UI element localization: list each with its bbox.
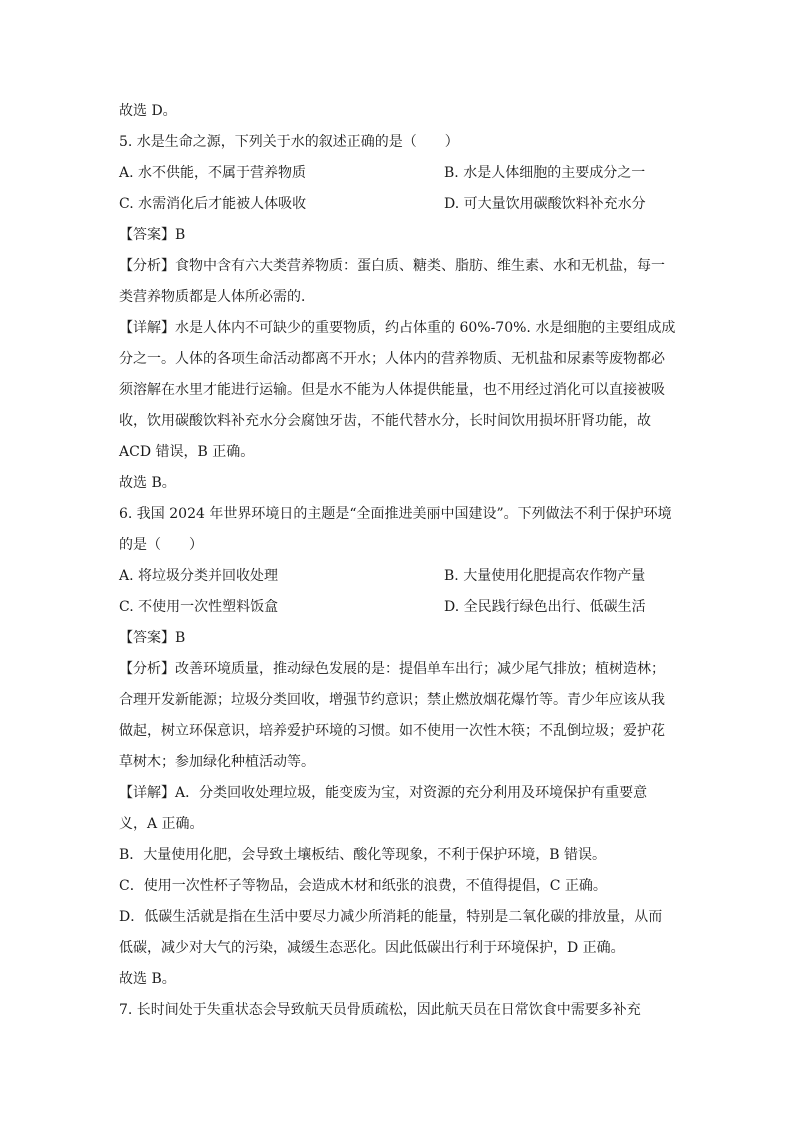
q5-options-row-2 <box>119 189 679 220</box>
q6-detail-line-4: C．使用一次性杯子等物品，会造成木材和纸张的浪费，不值得提倡，C 正确。 <box>119 878 607 894</box>
q5-detail-line-2: 分之一。人体的各项生命活动都离不开水；人体内的营养物质、无机盐和尿素等废物都必 <box>119 351 665 367</box>
q6-analysis-line-1 <box>119 654 679 685</box>
q5-answer-value: B <box>175 227 186 243</box>
q6-answer-tag: 【答案】 <box>119 630 175 646</box>
q4-conclusion: 故选 D。 <box>119 103 177 119</box>
q6-analysis-tag: 【分析】 <box>119 661 175 677</box>
q5-stem: 5. 水是生命之源，下列关于水的叙述正确的是（ ） <box>119 134 459 150</box>
q6-option-b: B. 大量使用化肥提高农作物产量 <box>444 568 646 584</box>
q5-detail-line-5: ACD 错误，B 正确。 <box>119 444 255 460</box>
q6-detail-text-1: A．分类回收处理垃圾，能变废为宝，对资源的充分利用及环境保护有重要意 <box>175 785 648 801</box>
q6-analysis-text-1: 改善环境质量，推动绿色发展的是：提倡单车出行；减少尾气排放；植树造林； <box>175 661 665 677</box>
q6-answer-value: B <box>175 630 186 646</box>
q5-detail-line-3: 须溶解在水里才能进行运输。但是水不能为人体提供能量，也不用经过消化可以直接被吸 <box>119 382 665 398</box>
q6-detail-line-5: D．低碳生活就是指在生活中要尽力减少所消耗的能量，特别是二氧化碳的排放量，从而 <box>119 909 663 925</box>
q5-option-c: C. 水需消化后才能被人体吸收 <box>119 196 307 212</box>
q5-detail-text-1: 水是人体内不可缺少的重要物质，约占体重的 60%-70%. 水是细胞的主要组成成 <box>175 320 676 336</box>
q6-options-row-1 <box>119 561 679 592</box>
q5-option-d: D. 可大量饮用碳酸饮料补充水分 <box>444 196 646 212</box>
q5-detail-line-4: 收，饮用碳酸饮料补充水分会腐蚀牙齿，不能代替水分，长时间饮用损坏肝肾功能，故 <box>119 413 651 429</box>
q6-detail-line-3: B．大量使用化肥，会导致土壤板结、酸化等现象，不利于保护环境，B 错误。 <box>119 847 607 863</box>
q6-answer <box>119 623 679 654</box>
q5-analysis-line-1 <box>119 251 679 282</box>
q6-detail-line-1 <box>119 778 679 809</box>
q5-detail-line-1 <box>119 313 679 344</box>
q5-detail-tag: 【详解】 <box>119 320 175 336</box>
q6-option-c: C. 不使用一次性塑料饭盒 <box>119 599 279 615</box>
q5-conclusion: 故选 B。 <box>119 475 176 491</box>
q6-conclusion: 故选 B。 <box>119 971 176 987</box>
q5-analysis-line-2: 类营养物质都是人体所必需的． <box>119 289 315 305</box>
q5-answer <box>119 220 679 251</box>
q5-analysis-tag: 【分析】 <box>119 258 175 274</box>
q6-detail-line-2: 义，A 正确。 <box>119 816 204 832</box>
q6-stem-line-2: 的是（ ） <box>119 537 203 553</box>
q5-analysis-text-1: 食物中含有六大类营养物质：蛋白质、糖类、脂肪、维生素、水和无机盐，每一 <box>175 258 665 274</box>
q6-analysis-line-3: 做起，树立环保意识，培养爱护环境的习惯。如不使用一次性木筷；不乱倒垃圾；爱护花 <box>119 723 665 739</box>
q7-stem: 7. 长时间处于失重状态会导致航天员骨质疏松，因此航天员在日常饮食中需要多补充 <box>119 1002 641 1018</box>
q6-detail-tag: 【详解】 <box>119 785 175 801</box>
q5-option-a: A. 水不供能，不属于营养物质 <box>119 165 307 181</box>
q5-option-b: B. 水是人体细胞的主要成分之一 <box>444 165 646 181</box>
q6-analysis-line-2: 合理开发新能源；垃圾分类回收，增强节约意识；禁止燃放烟花爆竹等。青少年应该从我 <box>119 692 665 708</box>
q5-options-row-1 <box>119 158 679 189</box>
q6-stem-line-1: 6. 我国 2024 年世界环境日的主题是“全面推进美丽中国建设”。下列做法不利于保护环境 <box>119 506 672 522</box>
q5-answer-tag: 【答案】 <box>119 227 175 243</box>
q6-analysis-line-4: 草树木；参加绿化种植活动等。 <box>119 754 315 770</box>
document-page <box>119 96 679 1026</box>
q6-option-a: A. 将垃圾分类并回收处理 <box>119 568 279 584</box>
q6-detail-line-6: 低碳，减少对大气的污染，减缓生态恶化。因此低碳出行利于环境保护，D 正确。 <box>119 940 625 956</box>
q6-option-d: D. 全民践行绿色出行、低碳生活 <box>444 599 646 615</box>
q6-options-row-2 <box>119 592 679 623</box>
